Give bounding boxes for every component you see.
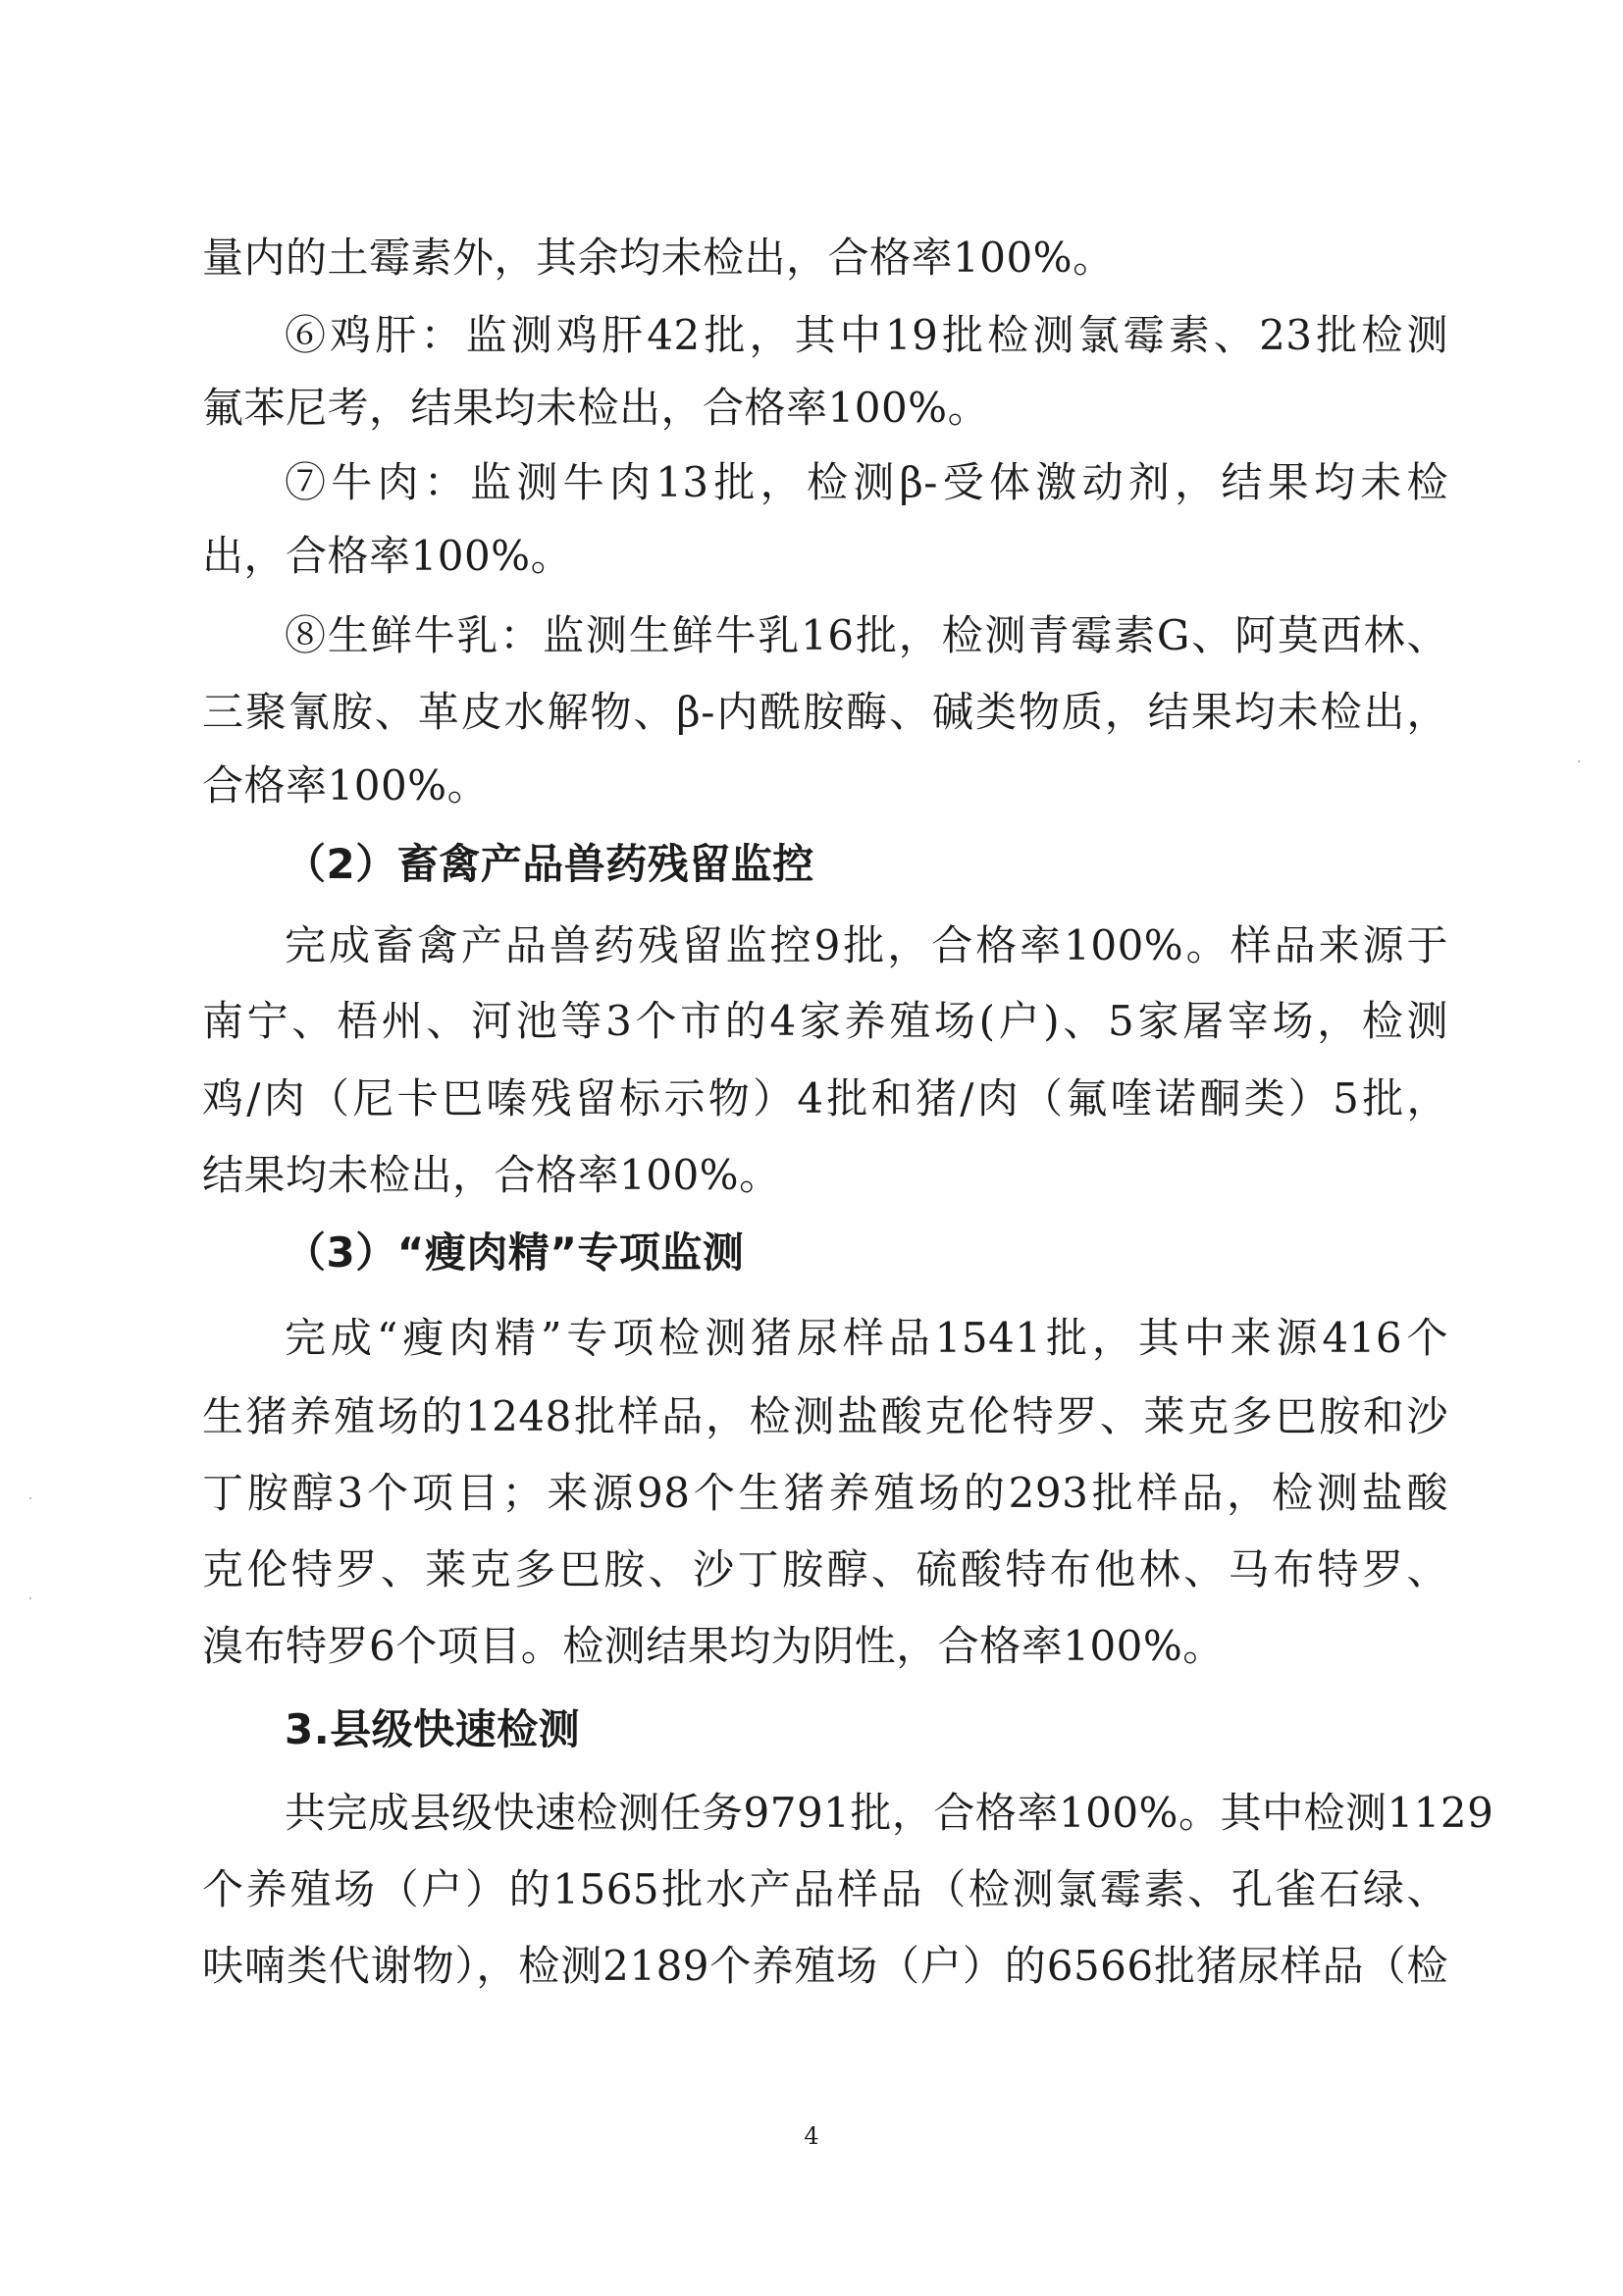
scan-speck bbox=[29, 1597, 31, 1599]
section-heading: （3）“瘦肉精”专项监测 bbox=[285, 1228, 745, 1277]
paragraph-line: 量内的土霉素外，其余均未检出，合格率100%。 bbox=[202, 234, 1115, 282]
paragraph-line: 生猪养殖场的1248批样品，检测盐酸克伦特罗、莱克多巴胺和沙 bbox=[202, 1392, 1448, 1440]
paragraph-line: 共完成县级快速检测任务9791批，合格率100%。其中检测1129 bbox=[285, 1789, 1494, 1837]
paragraph-line: 鸡/肉（尼卡巴嗪残留标示物）4批和猪/肉（氟喹诺酮类）5批， bbox=[202, 1074, 1448, 1122]
paragraph-line: 出，合格率100%。 bbox=[202, 532, 573, 580]
paragraph-line: 结果均未检出，合格率100%。 bbox=[202, 1151, 781, 1199]
page-number: 4 bbox=[804, 2122, 819, 2150]
paragraph-line: 合格率100%。 bbox=[202, 761, 490, 809]
paragraph-line: 氟苯尼考，结果均未检出，合格率100%。 bbox=[202, 384, 990, 432]
paragraph-line: ⑧生鲜牛乳：监测生鲜牛乳16批，检测青霉素G、阿莫西林、 bbox=[285, 611, 1448, 659]
paragraph-line: 溴布特罗6个项目。检测结果均为阴性，合格率100%。 bbox=[202, 1622, 1225, 1670]
paragraph-line: ⑦牛肉：监测牛肉13批，检测β-受体激动剂，结果均未检 bbox=[285, 458, 1448, 506]
paragraph-line: 完成“瘦肉精”专项检测猪尿样品1541批，其中来源416个 bbox=[285, 1314, 1448, 1362]
paragraph-line: 个养殖场（户）的1565批水产品样品（检测氯霉素、孔雀石绿、 bbox=[202, 1865, 1448, 1913]
section-heading: （2）畜禽产品兽药残留监控 bbox=[285, 840, 814, 888]
paragraph-line: 三聚氰胺、革皮水解物、β-内酰胺酶、碱类物质，结果均未检出， bbox=[202, 688, 1448, 736]
paragraph-line: ⑥鸡肝：监测鸡肝42批，其中19批检测氯霉素、23批检测 bbox=[285, 311, 1448, 359]
scan-speck bbox=[29, 1497, 31, 1499]
scan-speck bbox=[1578, 760, 1580, 762]
paragraph-line: 丁胺醇3个项目；来源98个生猪养殖场的293批样品，检测盐酸 bbox=[202, 1469, 1448, 1517]
paragraph-line: 克伦特罗、莱克多巴胺、沙丁胺醇、硫酸特布他林、马布特罗、 bbox=[202, 1545, 1448, 1593]
section-heading: 3.县级快速检测 bbox=[285, 1705, 581, 1753]
paragraph-line: 完成畜禽产品兽药残留监控9批，合格率100%。样品来源于 bbox=[285, 921, 1448, 969]
paragraph-line: 呋喃类代谢物），检测2189个养殖场（户）的6566批猪尿样品（检 bbox=[202, 1942, 1448, 1990]
paragraph-line: 南宁、梧州、河池等3个市的4家养殖场(户)、5家屠宰场，检测 bbox=[202, 997, 1448, 1045]
